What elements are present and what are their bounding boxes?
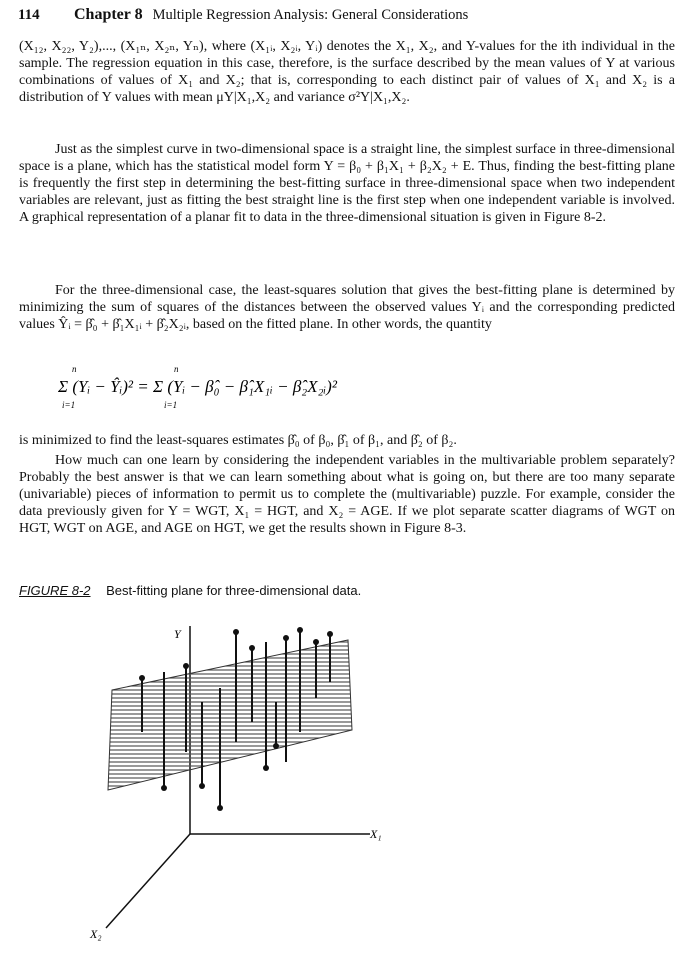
data-dot	[217, 805, 223, 811]
data-dot	[233, 629, 239, 635]
paragraph-5	[19, 452, 675, 537]
sum-top-1: n	[72, 364, 77, 374]
data-dot	[297, 627, 303, 633]
data-dot	[183, 663, 189, 669]
data-dot	[139, 675, 145, 681]
x2-axis	[106, 834, 190, 928]
sum-top-2: n	[174, 364, 179, 374]
paragraph-4-text: is minimized to find the least-squares estimates β̂₀ of β₀, β̂₁ of β₁, and β̂₂ of β₂.	[19, 433, 457, 448]
plane-fit-diagram	[80, 612, 420, 948]
x2-axis-label: X₂	[90, 927, 102, 941]
sum-bottom-1: i=1	[62, 400, 76, 410]
figure-caption-text: Best-fitting plane for three-dimensional data.	[106, 583, 362, 598]
paragraph-5-text: How much can one learn by considering the independent variables in the multivariable problem separately? Probably the best answer is that we can learn something about what is going on, but there are too many separate (univariable) pieces of information to permit us to complete the (multivariable) puzzle. For example, consider the data previously given for Y = WGT, X₁ = HGT, and X₂ = AGE. If we plot separate scatter diagrams of WGT on HGT, WGT on AGE, and AGE on HGT, we get the results shown in Figure 8-3.	[19, 453, 675, 537]
data-dot	[313, 639, 319, 645]
paragraph-1-text: (X₁₂, X₂₂, Y₂),..., (X₁ₙ, X₂ₙ, Yₙ), where (X₁ᵢ, X₂ᵢ, Yᵢ) denotes the X₁, X₂, and Y-values for the ith individual in the sample. The regression equation in this case, therefore, is the surface described by the mean values of Y at various combinations of values of X₁ and X₂; that is, corresponding to each distinct pair of values of X₁ and X₂ is a distribution of Y values with mean μY|X₁,X₂ and variance σ²Y|X₁,X₂.	[19, 39, 675, 106]
y-axis-label: Y	[174, 627, 181, 641]
equation-svg	[58, 364, 458, 414]
chapter-label: Chapter 8	[74, 6, 143, 23]
equation-body: Σ (Yᵢ − Ŷᵢ)² = Σ (Yᵢ − β̂₀ − β̂₁X₁ᵢ − β̂₂X₂ᵢ)²	[58, 377, 337, 396]
chapter-title: Multiple Regression Analysis: General Considerations	[152, 7, 469, 23]
paragraph-2-text: Just as the simplest curve in two-dimensional space is a straight line, the simplest surface in three-dimensional space is a plane, which has the statistical model form Y = β₀ + β₁X₁ + β₂X₂ + E. Thus, finding the best-fitting plane is frequently the first step in determining the best-fitting surface in three-dimensional space when two independent variables are relevant, just as fitting the best straight line is the first step when one independent variable is involved. A graphical representation of a planar fit to data in the three-dimensional situation is given in Figure 8-2.	[19, 142, 675, 226]
data-dot	[263, 765, 269, 771]
data-dot	[199, 783, 205, 789]
data-dot	[327, 631, 333, 637]
page-header	[18, 6, 678, 30]
page-number: 114	[18, 7, 40, 23]
least-squares-equation	[58, 364, 458, 414]
paragraph-3-text: For the three-dimensional case, the least-squares solution that gives the best-fitting plane is determined by minimizing the sum of squares of the distances between the observed values Yᵢ and the corresponding predicted values Ŷᵢ = β̂₀ + β̂₁X₁ᵢ + β̂₂X₂ᵢ, based on the fitted plane. In other words, the quantity	[19, 283, 675, 333]
figure-caption	[19, 583, 675, 598]
data-dot	[249, 645, 255, 651]
data-dot	[283, 635, 289, 641]
paragraph-1	[19, 38, 675, 106]
paragraph-3	[19, 282, 675, 333]
sum-bottom-2: i=1	[164, 400, 178, 410]
data-dot	[161, 785, 167, 791]
figure-8-2	[80, 612, 420, 948]
x1-axis-label: X₁	[370, 827, 382, 841]
paragraph-4	[19, 432, 675, 449]
figure-label: FIGURE 8-2	[19, 583, 91, 598]
data-dot	[273, 743, 279, 749]
paragraph-2	[19, 141, 675, 226]
